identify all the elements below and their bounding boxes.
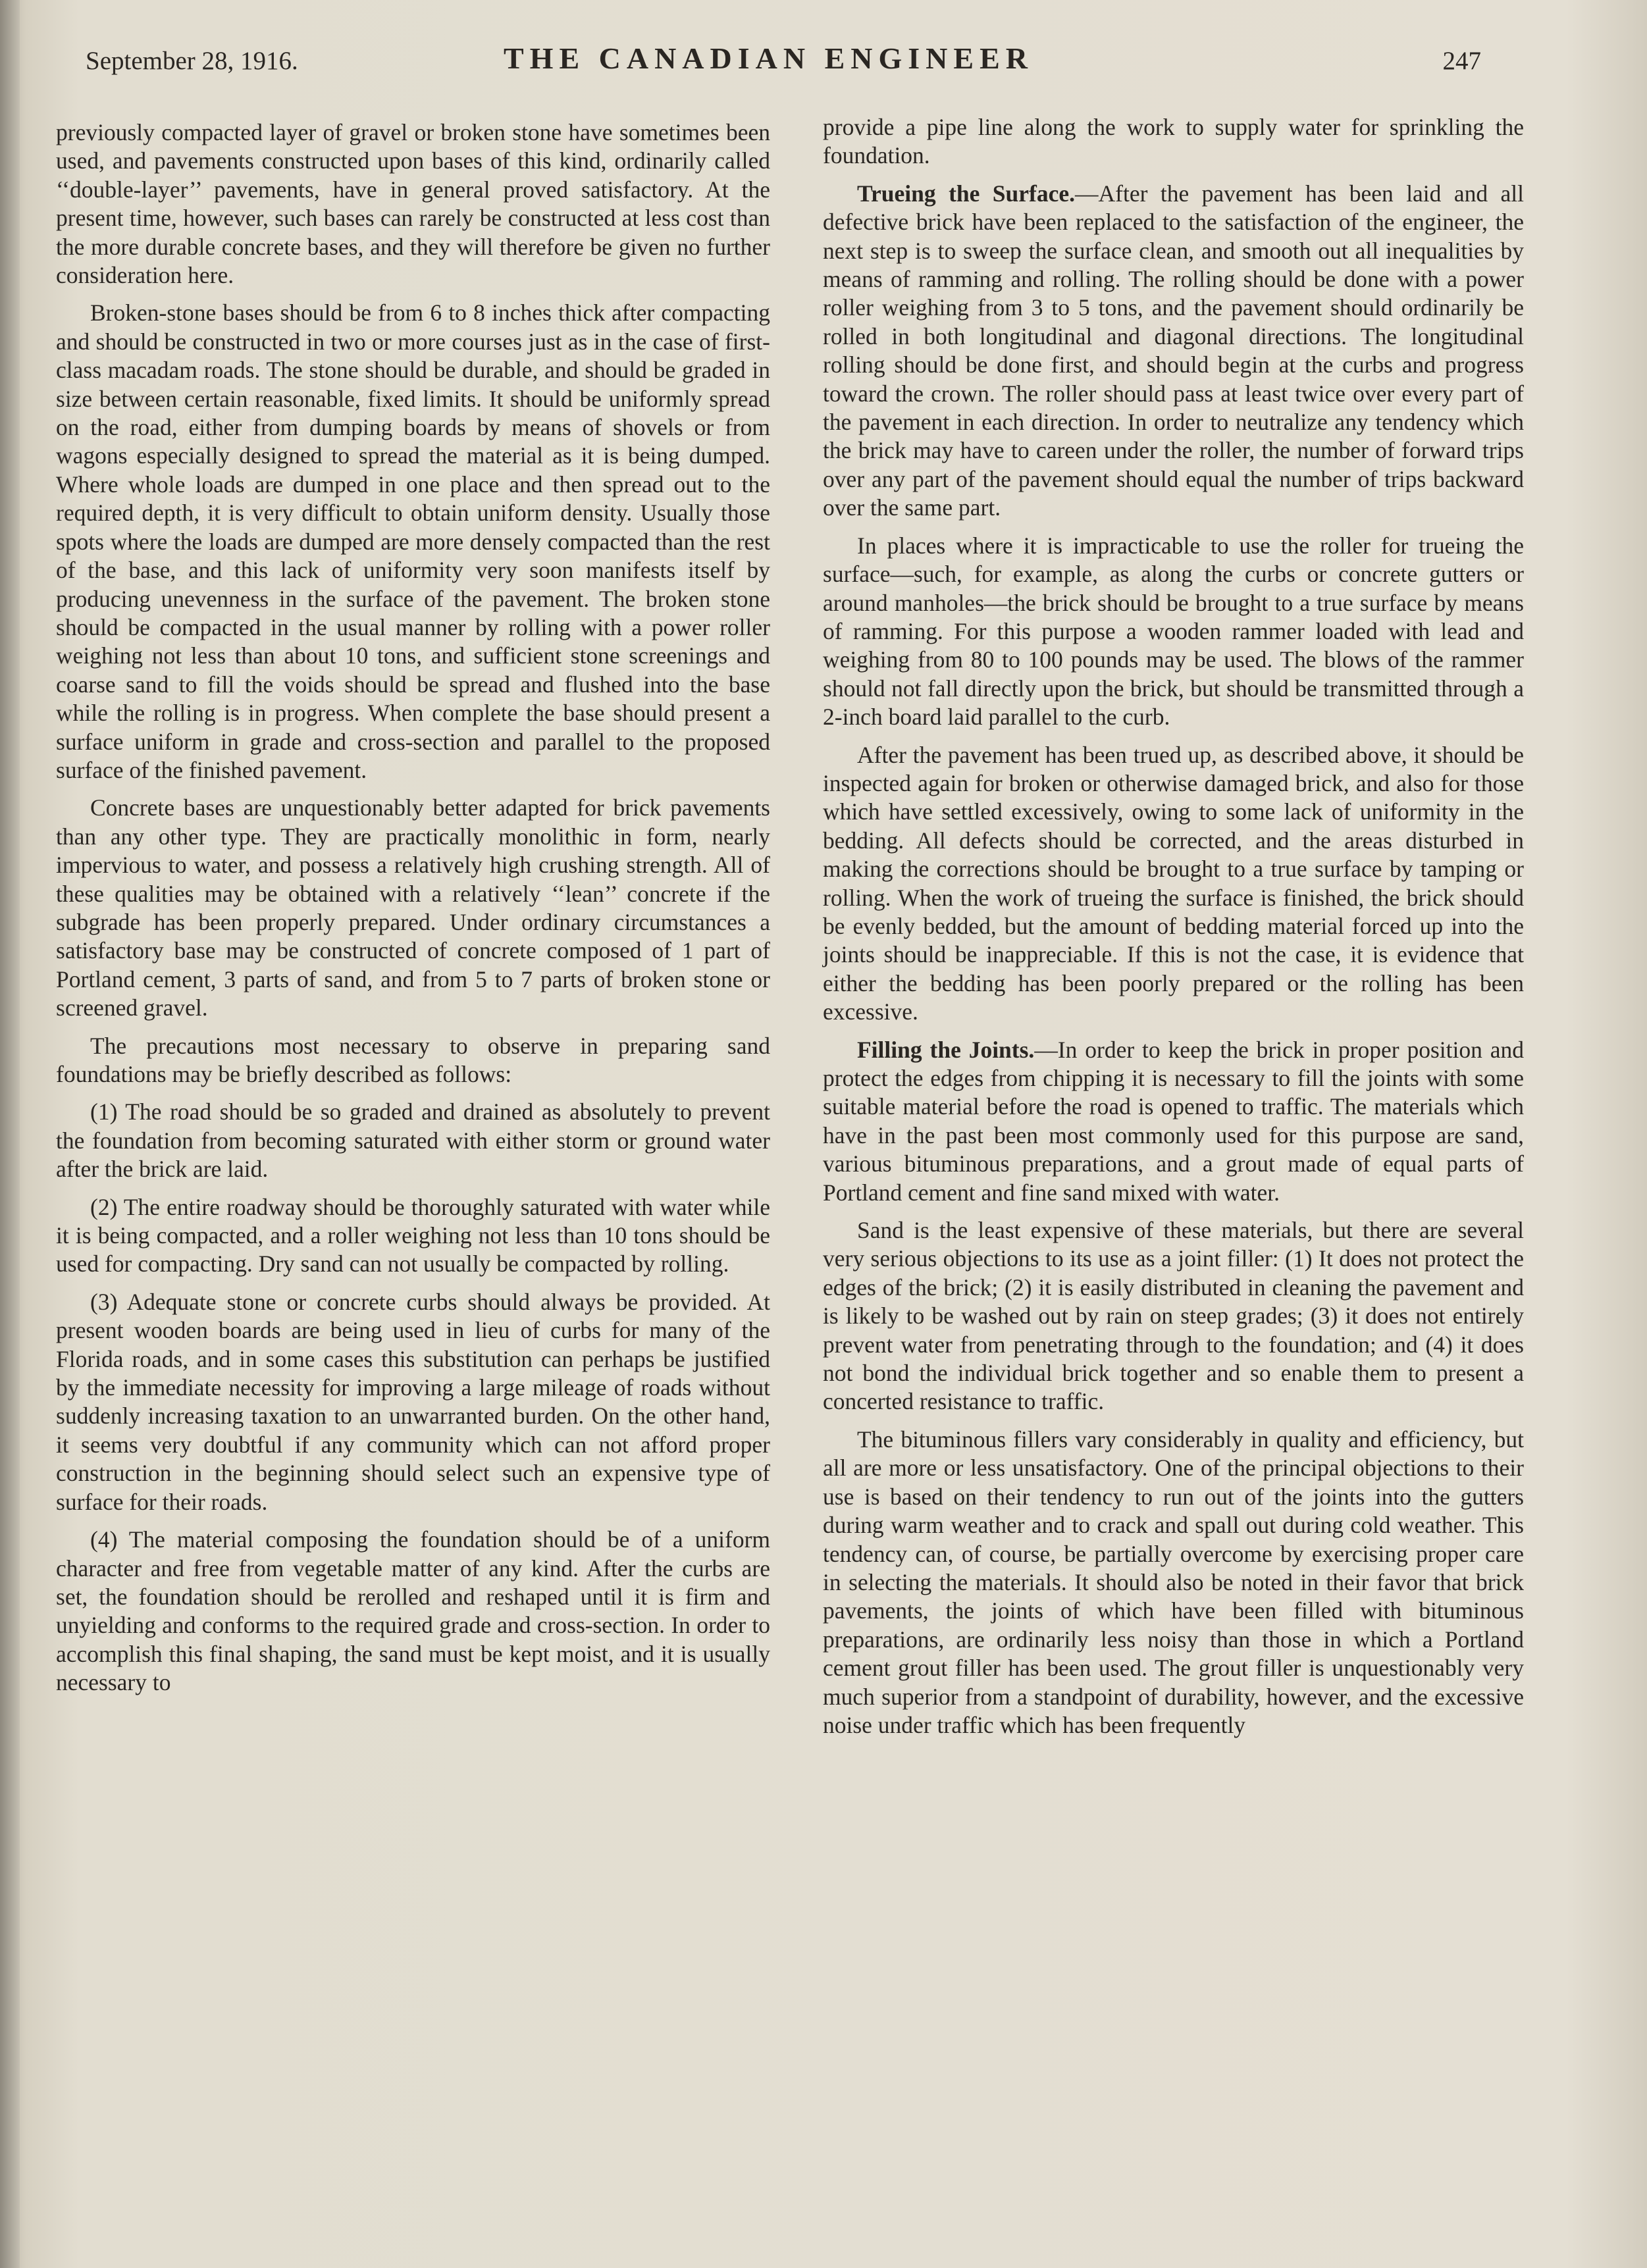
right-column xyxy=(823,113,1524,1749)
paragraph xyxy=(823,1036,1524,1207)
left-column xyxy=(56,118,770,1707)
paragraph-text: —After the pavement has been laid and all defective brick have been replaced to the satisfaction of the engineer, the next step is to sweep the surface clean, and smooth out all inequalities by means of ramming and rolling. The rolling should be done with a power roller weighing from 3 to 5 tons, and the pavement should ordinarily be rolled in both longitudinal and diagonal directions. The longitudinal rolling should be done first, and should begin at the curbs and progress toward the crown. The roller should pass at least twice over every part of the pavement in each direction. In order to neutralize any tendency which the brick may have to careen under the roller, the number of forward trips over any part of the pavement should equal the number of trips backward over the same part. xyxy=(823,180,1524,521)
paragraph: Sand is the least expensive of these materials, but there are several very serious objections to its use as a joint filler: (1) It does not protect the edges of the brick; (2) it is easily distributed in cleaning the pavement and is likely to be washed out by rain on steep grades; (3) it does not entirely prevent water from penetrating through to the foundation; and (4) it does not bond the individual brick together and so enable them to present a concerted resistance to traffic. xyxy=(823,1217,1524,1415)
journal-title: THE CANADIAN ENGINEER xyxy=(504,41,1033,75)
paragraph: The bituminous fillers vary considerably in quality and efficiency, but all are more or less unsatisfactory. One of the principal objections to their use is based on their tendency to run out of the joints into the gutters during warm weather and to crack and spall out during cold weather. This tendency can, of course, be partially overcome by exercising proper care in selecting the materials. It should also be noted in their favor that brick pavements, the joints of which have been filled with bituminous preparations, are ordinarily less noisy than those in which a Portland cement grout filler has been used. The grout filler is unquestionably very much superior from a standpoint of durability, however, and the excessive noise under traffic which has been frequently xyxy=(823,1426,1524,1738)
list-item: (4) The material composing the foundation should be of a uniform character and free from vegetable matter of any kind. After the curbs are set, the foundation should be rerolled and reshaped until it is firm and unyielding and conforms to the required grade and cross-section. In order to accomplish this final shaping, the sand must be kept moist, and it is usually necessary to xyxy=(56,1526,770,1696)
list-item: (2) The entire roadway should be thoroughly saturated with water while it is being compacted, and a roller weighing not less than 10 tons should be used for compacting. Dry sand can not usually be compacted by rolling. xyxy=(56,1193,770,1277)
paragraph: The precautions most necessary to observe in preparing sand foundations may be briefly described as follows: xyxy=(56,1032,770,1087)
paragraph: Concrete bases are unquestionably better adapted for brick pavements than any other type. They are practically monolithic in form, nearly impervious to water, and possess a relatively high crushing strength. All of these qualities may be obtained with a relatively ‘‘lean’’ concrete if the subgrade has been properly prepared. Under ordinary circumstances a satisfactory base may be constructed of concrete composed of 1 part of Portland cement, 3 parts of sand, and from 5 to 7 parts of broken stone or screened gravel. xyxy=(56,794,770,1021)
paragraph: Broken-stone bases should be from 6 to 8 inches thick after compacting and should be constructed in two or more courses just as in the case of first-class macadam roads. The stone should be durable, and should be graded in size between certain reasonable, fixed limits. It should be uniformly spread on the road, either from dumping boards by means of shovels or from wagons especially designed to spread the material as it is being dumped. Where whole loads are dumped in one place and then spread out to the required depth, it is very difficult to obtain uniform density. Usually those spots where the loads are dumped are more densely compacted than the rest of the base, and this lack of uniformity very soon manifests itself by producing unevenness in the surface of the pavement. The broken stone should be compacted in the usual manner by rolling with a power roller weighing not less than about 10 tons, and sufficient stone screenings and coarse sand to fill the voids should be spread and flushed into the base while the rolling is in progress. When complete the base should present a surface uniform in grade and cross-section and parallel to the proposed surface of the finished pavement. xyxy=(56,299,770,783)
running-header xyxy=(86,41,1481,86)
page-number: 247 xyxy=(1442,47,1481,75)
paragraph: previously compacted layer of gravel or broken stone have sometimes been used, and pavements constructed upon bases of this kind, ordinarily called ‘‘double-layer’’ pavements, have in general proved satisfactory. At the present time, however, such bases can rarely be constructed at less cost than the more durable concrete bases, and they will therefore be given no further consideration here. xyxy=(56,119,770,289)
paragraph: In places where it is impracticable to use the roller for trueing the surface—such, for example, as along the curbs or concrete gutters or around manholes—the brick should be brought to a true surface by means of ramming. For this purpose a wooden rammer loaded with lead and weighing from 80 to 100 pounds may be used. The blows of the rammer should not fall directly upon the brick, but should be transmitted through a 2-inch board laid parallel to the curb. xyxy=(823,532,1524,731)
paragraph: provide a pipe line along the work to supply water for sprinkling the foundation. xyxy=(823,114,1524,169)
paragraph xyxy=(823,180,1524,523)
section-heading: Trueing the Surface. xyxy=(857,180,1076,207)
list-item: (3) Adequate stone or concrete curbs should always be provided. At present wooden boards are being used in lieu of curbs for many of the Florida roads, and in some cases this substitution can perhaps be justified by the immediate necessity for improving a large mileage of roads without suddenly increasing taxation to an unwarranted burden. On the other hand, it seems very doubtful if any community which can not afford proper construction in the beginning should select such an expensive type of surface for their roads. xyxy=(56,1288,770,1515)
paragraph-text: —In order to keep the brick in proper position and protect the edges from chipping it is necessary to fill the joints with some suitable material before the road is opened to traffic. The materials which have in the past been most commonly used for this purpose are sand, various bituminous preparations, and a grout made of equal parts of Portland cement and fine sand mixed with water. xyxy=(823,1036,1524,1206)
header-date: September 28, 1916. xyxy=(86,47,298,75)
section-heading: Filling the Joints. xyxy=(857,1036,1035,1063)
list-item: (1) The road should be so graded and drained as absolutely to prevent the foundation from becoming saturated with either storm or ground water after the brick are laid. xyxy=(56,1098,770,1183)
paragraph: After the pavement has been trued up, as described above, it should be inspected again for broken or otherwise damaged brick, and also for those which have settled excessively, owing to some lack of uniformity in the bedding. All defects should be corrected, and the areas disturbed in making the corrections should be brought to a true surface by tamping or rolling. When the work of trueing the surface is finished, the brick should be evenly bedded, but the amount of bedding material forced up into the joints should be inappreciable. If this is not the case, it is evidence that either the bedding has been poorly prepared or the rolling has been excessive. xyxy=(823,741,1524,1025)
book-spine-shadow xyxy=(0,0,20,2268)
